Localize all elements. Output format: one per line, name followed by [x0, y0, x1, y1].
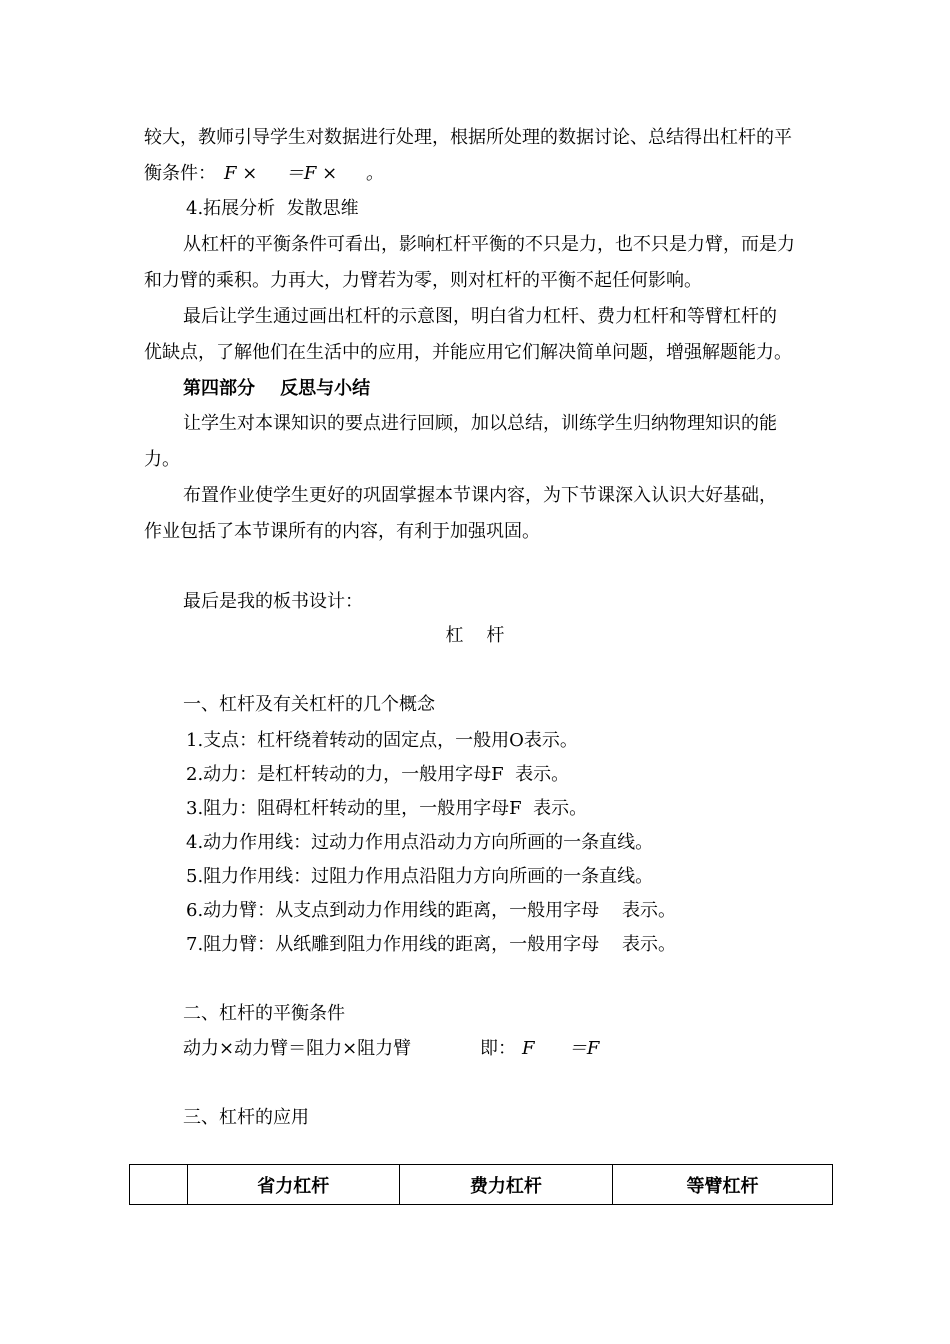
table-header-cell: 省力杠杆 [187, 1165, 399, 1205]
paragraph-line: 较大，教师引导学生对数据进行处理，根据所处理的数据讨论、总结得出杠杆的平 [144, 127, 792, 148]
board-intro: 最后是我的板书设计： [183, 591, 363, 612]
board-title: 杠 杆 [445, 625, 505, 646]
balance-formula: F × ＝F × 。 [224, 163, 384, 184]
balance-formula: F ＝F [522, 1038, 600, 1059]
paragraph-line: 布置作业使学生更好的巩固掌握本节课内容，为下节课深入认识大好基础， [183, 485, 777, 506]
table-header-cell [130, 1165, 188, 1205]
section-two-heading: 二、杠杆的平衡条件 [183, 1003, 345, 1024]
concept-item: 3.阻力：阻碍杠杆转动的里，一般用字母F 表示。 [186, 798, 588, 819]
section-heading: 4.拓展分析 发散思维 [186, 198, 359, 219]
table-header-cell: 等臂杠杆 [612, 1165, 832, 1205]
formula-prefix: 即： [480, 1038, 516, 1059]
table-header-row [130, 1165, 833, 1205]
part-heading: 第四部分 反思与小结 [183, 378, 371, 399]
paragraph-line: 和力臂的乘积。力再大，力臂若为零，则对杠杆的平衡不起任何影响。 [144, 270, 702, 291]
paragraph-line: 作业包括了本节课所有的内容，有利于加强巩固。 [144, 521, 540, 542]
concept-item: 5.阻力作用线：过阻力作用点沿阻力方向所画的一条直线。 [186, 866, 654, 887]
concept-item: 6.动力臂：从支点到动力作用线的距离，一般用字母 表示。 [186, 900, 677, 921]
table-header-cell: 费力杠杆 [399, 1165, 612, 1205]
paragraph-line: 优缺点，了解他们在生活中的应用，并能应用它们解决简单问题，增强解题能力。 [144, 342, 792, 363]
paragraph-line: 让学生对本课知识的要点进行回顾，加以总结，训练学生归纳物理知识的能 [183, 413, 777, 434]
paragraph-line: 最后让学生通过画出杠杆的示意图，明白省力杠杆、费力杠杆和等臂杠杆的 [183, 306, 777, 327]
paragraph-line: 力。 [144, 449, 180, 470]
concept-item: 4.动力作用线：过动力作用点沿动力方向所画的一条直线。 [186, 832, 654, 853]
section-one-heading: 一、杠杆及有关杠杆的几个概念 [183, 694, 435, 715]
paragraph-line: 衡条件： [144, 163, 216, 184]
concept-item: 1.支点：杠杆绕着转动的固定点，一般用O表示。 [186, 730, 578, 751]
lever-types-table [129, 1164, 833, 1205]
concept-item: 7.阻力臂：从纸雕到阻力作用线的距离，一般用字母 表示。 [186, 934, 677, 955]
paragraph-line: 从杠杆的平衡条件可看出，影响杠杆平衡的不只是力，也不只是力臂，而是力 [183, 234, 795, 255]
balance-rule: 动力×动力臂＝阻力×阻力臂 [183, 1038, 412, 1059]
concept-item: 2.动力：是杠杆转动的力，一般用字母F 表示。 [186, 764, 570, 785]
section-three-heading: 三、杠杆的应用 [183, 1107, 309, 1128]
